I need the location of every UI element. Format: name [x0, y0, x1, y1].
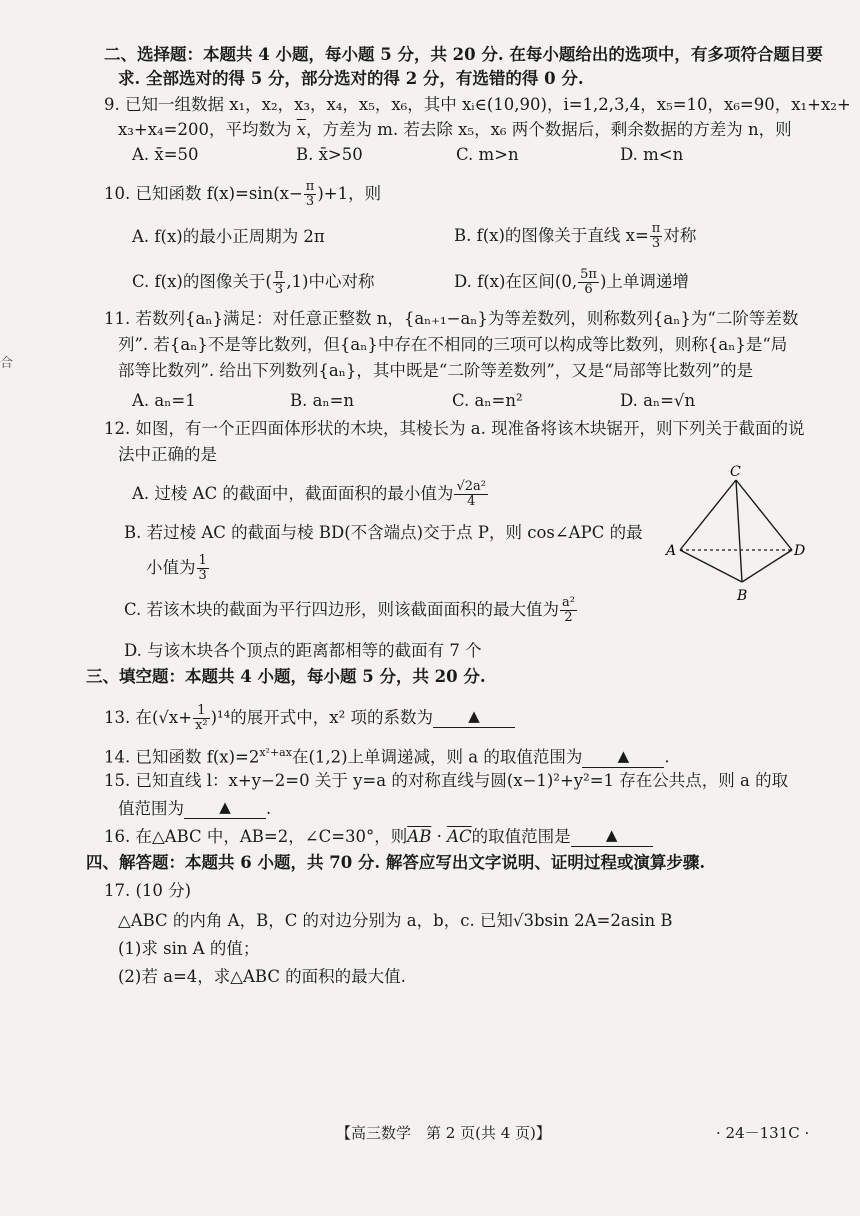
edge-cd [736, 480, 792, 550]
q9-option-a: A. x̄=50 [132, 145, 199, 164]
footer-code: · 24－131C · [716, 1124, 810, 1142]
edge-ca [680, 480, 736, 550]
q12-option-d: D. 与该木块各个顶点的距离都相等的截面有 7 个 [124, 641, 482, 660]
q15-line2: 值范围为 ▲ . [118, 798, 272, 818]
q12-option-b-line2: 小值为 $\frac{1}{3}$ [146, 553, 207, 583]
section2-heading-line1: 二、选择题：本题共 4 小题，每小题 5 分，共 20 分. 在每小题给出的选项中，有多项符合题目要 [104, 45, 823, 64]
footer-page-label: 【高三数学 第 2 页(共 4 页)】 [336, 1124, 551, 1142]
vertex-label-a: A [666, 543, 677, 559]
vertex-label-c: C [730, 464, 741, 480]
edge-fragment: 合 [0, 356, 14, 371]
vertex-label-d: D [794, 543, 806, 559]
q10-stem: 10. 已知函数 f(x)=sin(x− $\frac{\pi}{3}$ )+1，则 [104, 179, 382, 209]
q14: 14. 已知函数 $f(x)=2^{x^2+ax}$在(1,2)上单调递减，则 a 的取值范围为 ▲ . [104, 746, 670, 767]
section2-heading-line2: 求. 全部选对的得 5 分，部分选对的得 2 分，有选错的得 0 分. [118, 69, 584, 88]
q10-option-c: C. f(x)的图像关于( $\frac{\pi}{3}$ ,1)中心对称 [132, 267, 375, 297]
q9-line1: 9. 已知一组数据 x₁，x₂，x₃，x₄，x₅，x₆，其中 xᵢ∈(10,90)，i=1,2,3,4，x₅=10，x₆=90，x₁+x₂+ [104, 95, 851, 114]
q12-option-c: C. 若该木块的截面为平行四边形，则该截面面积的最大值为 $\frac{\text{a²}}{2}$ [124, 595, 575, 625]
q17-stem: △ABC 的内角 A，B，C 的对边分别为 a，b，c. 已知√3bsin 2A=2asin B [118, 911, 673, 930]
section4-heading: 四、解答题：本题共 6 小题，共 70 分. 解答应写出文字说明、证明过程或演算步骤. [86, 853, 706, 872]
q11-option-c: C. aₙ=n² [452, 391, 523, 410]
q12-line2: 法中正确的是 [118, 445, 217, 464]
edge-bd [742, 550, 792, 582]
q13: 13. 在(√x+ $\frac{1}{\text{x²}}$ )¹⁴的展开式中，x² 项的系数为 ▲ [104, 704, 515, 733]
q11-line1: 11. 若数列{aₙ}满足：对任意正整数 n，{aₙ₊₁−aₙ}为等差数列，则称数列{aₙ}为“二阶等差数 [104, 309, 799, 328]
q10-option-b: B. f(x)的图像关于直线 x= $\frac{\pi}{3}$ 对称 [454, 221, 697, 251]
q11-option-a: A. aₙ=1 [132, 391, 196, 410]
edge-cb [736, 480, 742, 582]
q14-answer-blank: ▲ [582, 745, 664, 768]
q12-option-b-line1: B. 若过棱 AC 的截面与棱 BD(不含端点)交于点 P，则 cos∠APC 的最 [124, 523, 643, 542]
q9-option-b: B. x̄>50 [296, 145, 363, 164]
q9-option-d: D. m<n [620, 145, 684, 164]
q10-option-d: D. f(x)在区间(0, $\frac{5\pi}{6}$ )上单调递增 [454, 267, 689, 297]
q10-option-a: A. f(x)的最小正周期为 2π [132, 227, 325, 246]
q12-option-a: A. 过棱 AC 的截面中，截面面积的最小值为 $\frac{\text{√2a²}}{4}$ [132, 479, 486, 509]
q11-line2: 列”. 若{aₙ}不是等比数列，但{aₙ}中存在不相同的三项可以构成等比数列，则称{aₙ}是“局 [118, 335, 788, 354]
q16: 16. 在△ABC 中，AB=2，∠C=30°，则$\overline{AB} \cdot \overline{AC}$的取值范围是 ▲ [104, 826, 653, 849]
q11-line3: 部等比数列”. 给出下列数列{aₙ}，其中既是“二阶等差数列”，又是“局部等比数列”的是 [118, 361, 754, 380]
tetrahedron-figure [664, 462, 814, 610]
q11-option-d: D. aₙ=√n [620, 391, 696, 410]
q12-line1: 12. 如图，有一个正四面体形状的木块，其棱长为 a. 现准备将该木块锯开，则下列关于截面的说 [104, 419, 805, 438]
q15-answer-blank: ▲ [184, 796, 266, 819]
section3-heading: 三、填空题：本题共 4 小题，每小题 5 分，共 20 分. [86, 667, 486, 686]
q11-option-b: B. aₙ=n [290, 391, 355, 410]
q9-line2: x₃+x₄=200，平均数为 $\overline{x}$，方差为 m. 若去除 x₅，x₆ 两个数据后，剩余数据的方差为 n，则 [118, 120, 792, 139]
q16-answer-blank: ▲ [571, 824, 653, 847]
q17-part2: (2)若 a=4，求△ABC 的面积的最大值. [118, 967, 406, 986]
q15-line1: 15. 已知直线 l：x+y−2=0 关于 y=a 的对称直线与圆(x−1)²+y²=1 存在公共点，则 a 的取 [104, 771, 789, 790]
q13-answer-blank: ▲ [433, 705, 515, 728]
vertex-label-b: B [737, 588, 748, 604]
edge-ab [680, 550, 742, 582]
q17-heading: 17. (10 分) [104, 881, 192, 900]
q9-option-c: C. m>n [456, 145, 519, 164]
q17-part1: (1)求 sin A 的值； [118, 939, 260, 958]
